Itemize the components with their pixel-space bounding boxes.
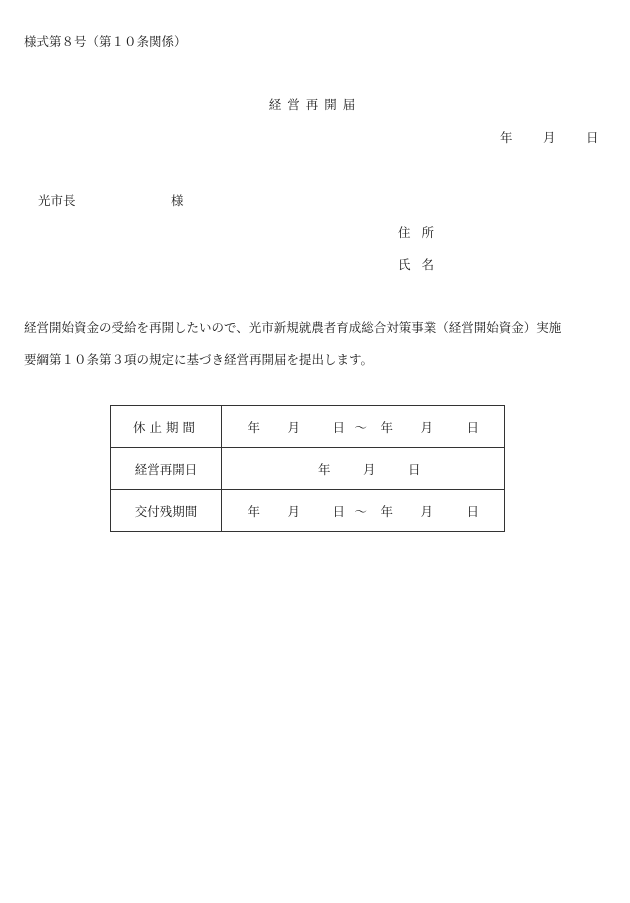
range-separator: ～ [354,419,368,435]
form-number: 様式第８号（第１０条関係） [24,34,187,49]
day-label: 日 [408,461,421,477]
from-year-label: 年 [247,503,261,519]
range-separator: ～ [354,503,368,519]
row-label-suspension-period: 休止期間 [111,406,222,448]
to-year-label: 年 [380,503,394,519]
from-day-label: 日 [332,419,346,435]
table-row [111,490,505,532]
to-day-label: 日 [466,419,480,435]
date-day-label: 日 [586,130,599,145]
from-month-label: 月 [287,419,301,435]
info-table [110,405,505,532]
date-year-label: 年 [500,130,513,145]
row-label-remaining-period: 交付残期間 [111,490,222,532]
from-year-label: 年 [247,419,261,435]
from-month-label: 月 [287,503,301,519]
document-title: 経営再開届 [268,97,362,112]
remaining-period-value [222,490,505,532]
address-label: 住所 [398,225,446,240]
to-day-label: 日 [466,503,480,519]
resumption-date-value [222,448,505,490]
row-label-resumption-date: 経営再開日 [111,448,222,490]
addressee-honorific: 様 [171,193,184,208]
body-text-line-2: 要綱第１０条第３項の規定に基づき経営再開届を提出します。 [24,352,374,367]
month-label: 月 [363,461,376,477]
body-text-line-1: 経営開始資金の受給を再開したいので、光市新規就農者育成総合対策事業（経営開始資金）実施 [24,320,562,335]
year-label: 年 [318,461,331,477]
to-year-label: 年 [380,419,394,435]
suspension-period-value [222,406,505,448]
from-day-label: 日 [332,503,346,519]
to-month-label: 月 [420,419,434,435]
to-month-label: 月 [420,503,434,519]
date-month-label: 月 [543,130,556,145]
addressee-name: 光市長 [38,193,76,208]
submission-date [500,128,599,146]
table-row [111,406,505,448]
name-label: 氏名 [398,257,446,272]
table-row [111,448,505,490]
